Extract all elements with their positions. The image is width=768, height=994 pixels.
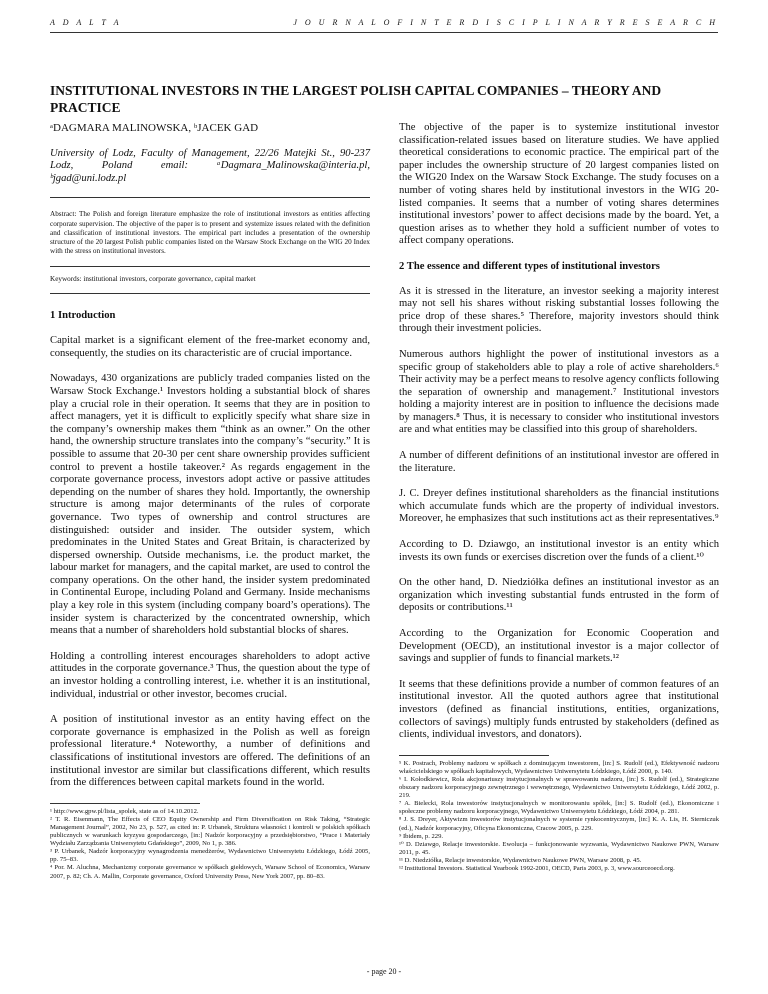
paragraph: Numerous authors highlight the power of institutional investors as a specific group of stakeholders able to play a role of active shareholders.⁶ Their activity may be a perfect means to resolve agency conflicts following the separation of ownership and management.⁷ Institutional investors holding a majority interest are in position to influence the decisions made by managers.⁸ Thus, it is necessary to consider who institutional investors are and what entities may be classified into this group of shareholders. xyxy=(399,348,719,436)
paragraph: On the other hand, D. Niedziółka defines an institutional investor as an organization which investing substantial funds entrusted in the form of deposits or contributions.¹¹ xyxy=(399,577,719,614)
footnote: ¹ http://www.gpw.pl/lista_spolek, state as of 14.10.2012. xyxy=(50,807,199,815)
footnote: ⁶ I. Kołodkiewicz, Rola akcjonariuszy instytucjonalnych w sprawowaniu nadzoru, [in:] S. Rudolf (ed.), Strategiczne obszary nadzoru korporacyjnego zewnętrznego i wewnętrznego, Wydawnictwo Uniwersytetu Łódzkiego, Łódź 2002, p. 219. xyxy=(399,775,719,800)
paragraph: Holding a controlling interest encourages shareholders to adopt active attitudes in the corporate governance.³ Thus, the question about the type of an investor holding a controlling interest, i.e. whether it is an institutional, individual, industrial or other investor, becomes crucial. xyxy=(50,650,370,700)
section-introduction-heading: 1 Introduction xyxy=(50,309,116,321)
paragraph: Capital market is a significant element of the free-market economy and, consequently, the studies on its characteristic are of crucial importance. xyxy=(50,335,370,359)
footnote: ⁸ J. S. Dreyer, Aktywizm inwestorów instytucjonalnych w systemie rynkocentrycznym, [in:] K. A. Lis, H. Sterniczuk (ed.), Nadzór korporacyjny, Oficyna Ekonomiczna, Cracow 2005, p. 229. xyxy=(399,816,719,832)
affiliation: University of Lodz, Faculty of Management, 22/26 Matejki St., 90-237 Lodz, Poland email: ᵃDagmara_Malinowska@interia.pl, ᵇjgad@uni.lodz.pl xyxy=(50,147,370,184)
journal-name-right: J O U R N A L O F I N T E R D I S C I P L I N A R Y R E S E A R C H xyxy=(293,18,718,27)
footnote: ⁷ A. Bielecki, Rola inwestorów instytucjonalnych w monitorowaniu spółek, [in:] S. Rudolf (ed.), Ekonomiczne i społeczne problemy nadzoru korporacyjnego, Wydawnictwo Uniwersytetu Łódzkiego, Łódź 2004, p. 281. xyxy=(399,800,719,816)
footnote: ³ P. Urbanek, Nadzór korporacyjny wynagrodzenia menedżerów, Wydawnictwo Uniwersytetu Łódzkiego, Łódź 2005, pp. 75–83. xyxy=(50,848,370,864)
header-rule xyxy=(50,32,718,33)
abstract: Abstract: The Polish and foreign literature emphasize the role of institutional investors as entities affecting corporate supervision. The objective of the paper is to present and systemize issues related with the definition and classification of institutional investors. The empirical part includes a presentation of the ownership structure of the 20 largest Polish public companies listed on the Warsaw Stock Exchange on the WIG 20 Index with the stress on institutional investors. xyxy=(50,210,370,256)
footnote: ⁹ Ibidem, p. 229. xyxy=(399,832,444,840)
footnote-rule xyxy=(399,755,549,756)
footnote: ⁵ K. Postrach, Problemy nadzoru w spółkach z dominującym inwestorem, [in:] S. Rudolf (ed.), Efektywność nadzoru właścicielskiego w spółkach kapitałowych, Wydawnictwo Uniwersytetu Łódzkiego, Łódź 2000, p. 140. xyxy=(399,759,719,775)
right-column xyxy=(399,122,719,873)
abstract-bottom-rule xyxy=(50,266,370,267)
paragraph: According to D. Dziawgo, an institutional investor is an entity which invests its own funds or exercises discretion over the funds of a client.¹⁰ xyxy=(399,539,719,563)
footnote: ² T. R. Eisenmann, The Effects of CEO Equity Ownership and Firm Diversification on Risk Taking, “Strategic Management Journal”, 2002, No 23, p. 527, as cited in: P. Urbanek, Struktura własności i kontroli w polskich spółkach publicznych w warunkach kryzysu gospodarczego, [in:] Nadzór korporacyjny a przedsiębiorstwo, “Prace i Materiały Wydziału Zarządzania Uniwersytetu Gdańskiego”, 2009, No 1, p. 386. xyxy=(50,815,370,848)
paragraph: As it is stressed in the literature, an investor seeking a majority interest may not sell his shares without risking substantial losses following the price drop of these shares.⁵ Therefore, majority investors should think through their investment policies. xyxy=(399,285,719,335)
footnote: ¹² Institutional Investors. Statistical Yearbook 1992-2001, OECD, Paris 2003, p. 3, www.sourceoecd.org. xyxy=(399,864,675,872)
paper-title: INSTITUTIONAL INVESTORS IN THE LARGEST POLISH CAPITAL COMPANIES – THEORY AND PRACTICE xyxy=(50,83,662,115)
authors: ᵃDAGMARA MALINOWSKA, ᵇJACEK GAD xyxy=(50,122,259,134)
paragraph: A number of different definitions of an institutional investor are offered in the literature. xyxy=(399,450,719,474)
footnote: ¹¹ D. Niedziółka, Relacje inwestorskie, Wydawnictwo Naukowe PWN, Warsaw 2008, p. 45. xyxy=(399,856,642,864)
paragraph: The objective of the paper is to systemize institutional investor classification-related issues based on literature studies. We have applied theoretical considerations to economic practice. The empirical part of the paper includes the ownership structure of 20 largest companies listed on the WIG20 Index on the Warsaw Stock Exchange. The study focuses on a number of voting shares held by institutional investors in the WIG 20-listed companies. It seems that a number of voting shares determines institutional investors’ power to affect decisions made by the board. Yet, a question arises as to whether they hold a sufficient number of votes to affect company operations. xyxy=(399,122,719,247)
journal-name-left: A D A L T A xyxy=(50,18,122,27)
abstract-top-rule xyxy=(50,197,370,198)
footnote: ¹⁰ D. Dziawgo, Relacje inwestorskie. Ewolucja – funkcjonowanie wyzwania, Wydawnictwo Naukowe PWN, Warsaw 2011, p. 45. xyxy=(399,840,719,856)
paragraph: According to the Organization for Economic Cooperation and Development (OECD), an institutional investor is a major collector of savings and supplier of funds to financial markets.¹² xyxy=(399,628,719,665)
paragraph: It seems that these definitions provide a number of common features of an institutional investor. All the quoted authors agree that institutional investors (defined as financial institutions, entities, organizations, collectors of savings) multiply funds entrusted by stakeholders (defined as clients, individual investors, and donators). xyxy=(399,678,719,741)
keywords: Keywords: institutional investors, corporate governance, capital market xyxy=(50,275,256,284)
footnote: ⁴ Por. M. Aluchna, Mechanizmy corporate governance w spółkach giełdowych, Warsaw School of Economics, Warsaw 2007, p. 82; Ch. A. Mallin, Corporate governance, Oxford University Press, New York 2007, pp. 80–83. xyxy=(50,864,370,880)
keywords-rule xyxy=(50,293,370,294)
paragraph: Nowadays, 430 organizations are publicly traded companies listed on the Warsaw Stock Exchange.¹ Investors holding a substantial block of shares play a crucial role in their operation. It seems that they are in position to affect managers, yet it is difficult to explicitly specify what share size in the company’s ownership makes them “think as an owner.” On the other hand, the ownership structure translates into the company’s “security.” It is possible to assume that 20-30 per cent share ownership provides sufficient control to prevent a hostile takeover.² As regards engagement in the corporate governance process, investors adopt active or passive attitudes depending on the number of shares they hold. Importantly, the ownership structure is among major determinants of the rules of corporate governance. Two types of ownership and control structures are distinguished: outsider and insider. The outsider system, which predominates in the United States and Great Britain, is characterized by dispersed ownership. Outside mechanisms, i.e. the product market, the labour market for managers, and the capital market, are used to control the company operations. On the other hand, the insider system predominated in Continental Europe, including Poland and Germany. Inside mechanisms play a key role in this system (including company board’s operations). The insider system is characterized by the concentrated ownership, which means that a number of shareholders hold substantial blocks of shares. xyxy=(50,373,370,637)
paragraph: A position of institutional investor as an entity having effect on the corporate governance is emphasized in the Polish as well as foreign professional literature.⁴ Noteworthy, a number of definitions and classifications of institutional investors are offered. The definitions of an institutional investor are similar but classifications different, which results from the differences between capital markets found in the world. xyxy=(50,714,370,789)
section-institutional-investors-heading: 2 The essence and different types of institutional investors xyxy=(399,260,660,272)
paragraph: J. C. Dreyer defines institutional shareholders as the financial institutions which accumulate funds which are the property of individual investors. Moreover, he emphasizes that such institutions act as their representatives.⁹ xyxy=(399,488,719,525)
left-column xyxy=(50,122,370,881)
page-number: - page 20 - xyxy=(366,967,402,976)
footnote-rule xyxy=(50,803,200,804)
